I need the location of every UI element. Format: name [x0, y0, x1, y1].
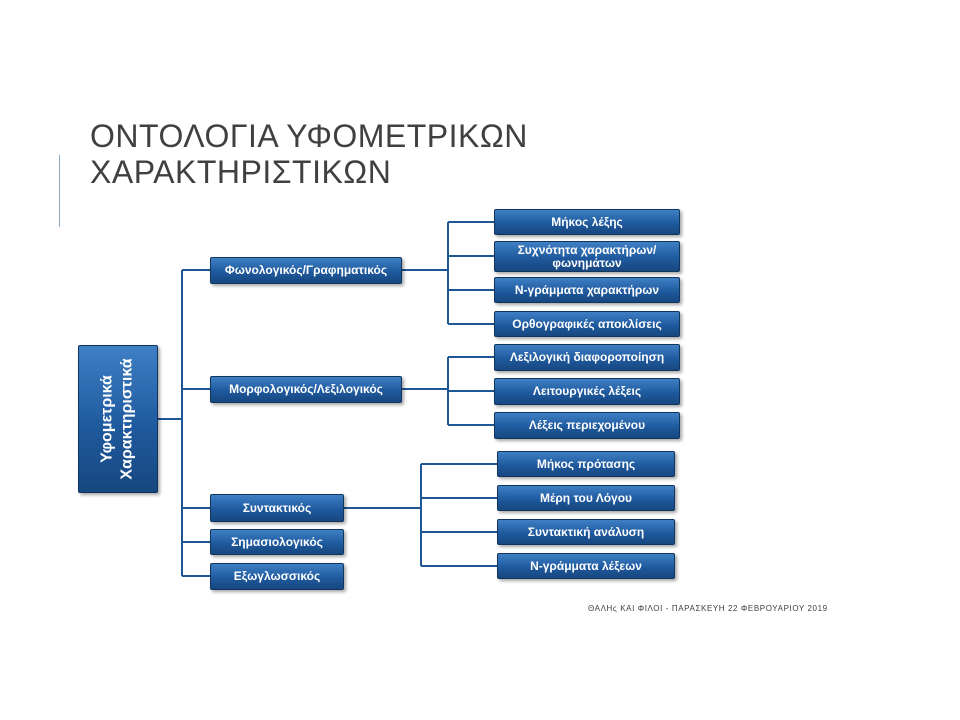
leaf-node-function-words: Λειτουργικές λέξεις [494, 378, 680, 405]
leaf-node-spelling-deviations: Ορθογραφικές αποκλίσεις [494, 311, 680, 337]
leaf-node-char-frequency: Συχνότητα χαρακτήρων/φωνημάτων [494, 241, 680, 272]
slide-title-line2: ΧΑΡΑΚΤΗΡΙΣΤΙΚΩΝ [90, 154, 392, 190]
root-node-line1: Υφομετρικά [99, 375, 116, 463]
leaf-node-char-ngrams: Ν-γράμματα χαρακτήρων [494, 277, 680, 303]
leaf-node-parts-of-speech: Μέρη του Λόγου [497, 485, 675, 511]
leaf-node-content-words: Λέξεις περιεχομένου [494, 412, 680, 439]
category-node-phonological: Φωνολογικός/Γραφηματικός [210, 257, 402, 284]
leaf-node-word-ngrams: Ν-γράμματα λέξεων [497, 553, 675, 579]
category-node-semantic: Σημασιολογικός [210, 529, 344, 555]
slide-title-line1: ΟΝΤΟΛΟΓΙΑ ΥΦΟΜΕΤΡΙΚΩΝ [90, 118, 528, 154]
slide-footer: ΘΑΛΗς ΚΑΙ ΦΙΛΟΙ - ΠΑΡΑΣΚΕΥΗ 22 ΦΕΒΡΟΥΑΡΙΟΥ 2019 [588, 604, 828, 613]
root-node [78, 345, 158, 493]
category-node-extralinguistic: Εξωγλωσσικός [210, 563, 344, 590]
root-node-line2: Χαρακτηριστικά [119, 358, 136, 480]
leaf-node-sentence-length: Μήκος πρότασης [497, 451, 675, 477]
category-node-syntactic: Συντακτικός [210, 494, 344, 522]
root-node-text [98, 358, 138, 479]
leaf-node-word-length: Μήκος λέξης [494, 209, 680, 235]
category-node-morphological: Μορφολογικός/Λεξιλογικός [210, 376, 402, 403]
leaf-node-lexical-diversity: Λεξιλογική διαφοροποίηση [494, 344, 680, 371]
leaf-node-syntactic-parsing: Συντακτική ανάλυση [497, 519, 675, 545]
